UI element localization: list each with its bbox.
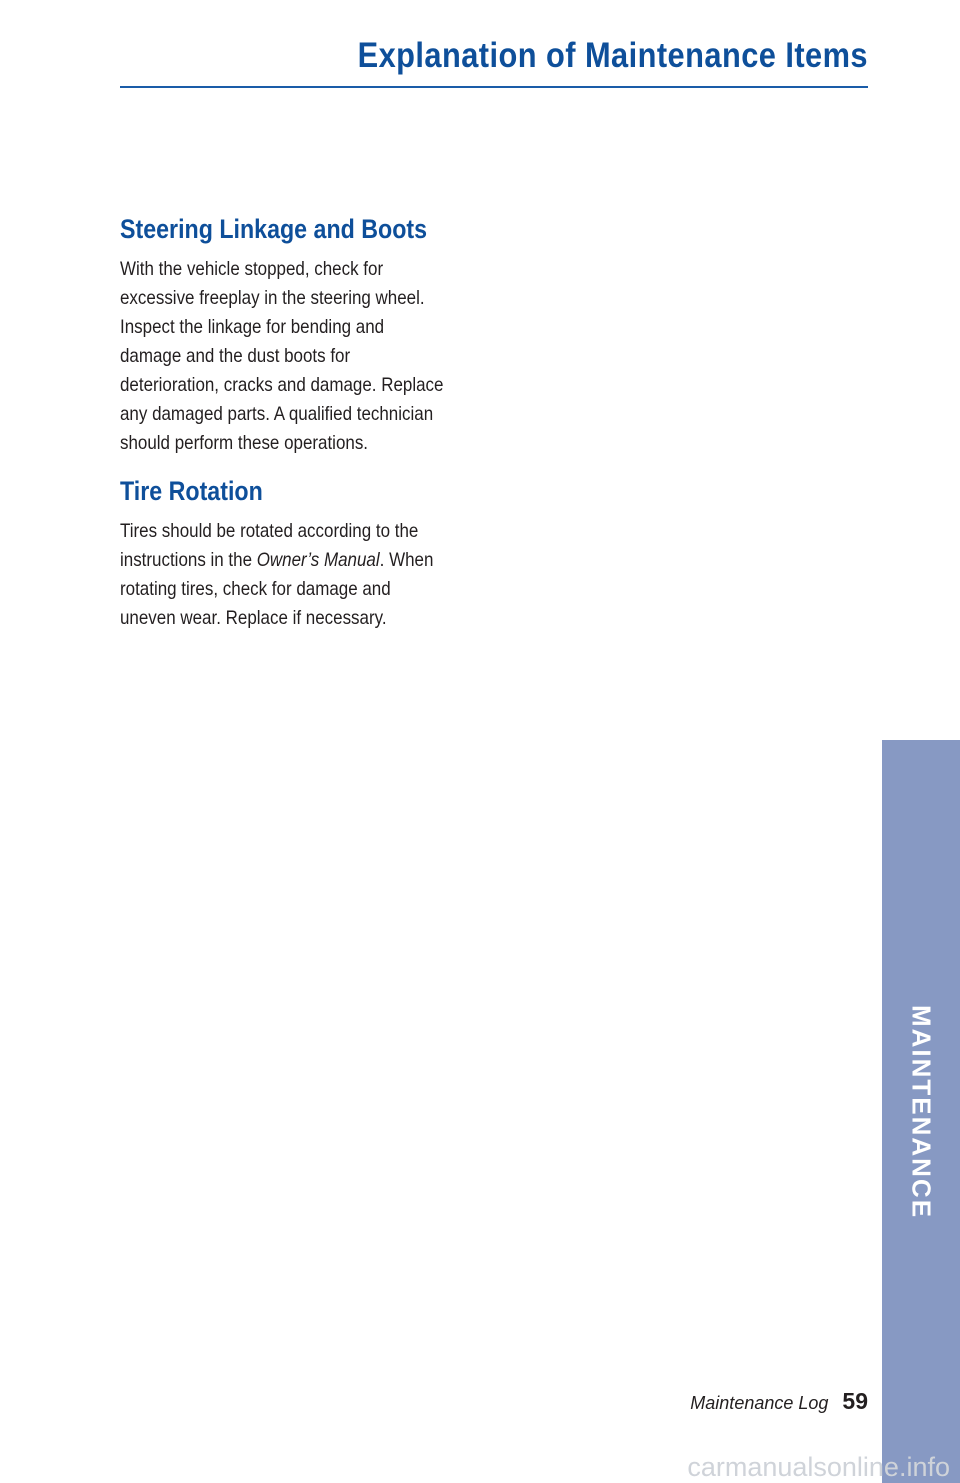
body-line: should perform these operations. bbox=[120, 432, 369, 454]
section-steering-linkage bbox=[120, 214, 520, 458]
body-line: deterioration, cracks and damage. Replace bbox=[120, 374, 444, 396]
body-line: Inspect the linkage for bending and bbox=[120, 316, 385, 338]
body-line: excessive freeplay in the steering wheel. bbox=[120, 287, 425, 309]
title-divider bbox=[120, 86, 868, 88]
page-title: Explanation of Maintenance Items bbox=[357, 36, 868, 75]
section-body bbox=[120, 255, 477, 458]
body-line: Tires should be rotated according to the bbox=[120, 520, 419, 542]
body-line: any damaged parts. A qualified technician bbox=[120, 403, 434, 425]
body-text: instructions in the bbox=[120, 549, 257, 571]
footer-label: Maintenance Log bbox=[690, 1393, 829, 1413]
section-side-tab bbox=[882, 740, 960, 1483]
body-line: damage and the dust boots for bbox=[120, 345, 351, 367]
body-line: uneven wear. Replace if necessary. bbox=[120, 607, 387, 629]
section-heading: Steering Linkage and Boots bbox=[120, 214, 428, 244]
page-number: 59 bbox=[842, 1388, 868, 1414]
body-line bbox=[120, 546, 477, 575]
section-heading: Tire Rotation bbox=[120, 476, 263, 506]
watermark: carmanualsonline.info bbox=[687, 1452, 950, 1482]
body-line: rotating tires, check for damage and bbox=[120, 578, 391, 600]
page-footer bbox=[690, 1388, 868, 1415]
section-body bbox=[120, 517, 477, 633]
body-line: With the vehicle stopped, check for bbox=[120, 258, 384, 280]
body-text: . When bbox=[379, 549, 434, 571]
section-tire-rotation bbox=[120, 476, 520, 633]
main-content bbox=[120, 214, 520, 633]
owners-manual-reference: Owner’s Manual bbox=[256, 549, 380, 571]
side-tab-label: MAINTENANCE bbox=[906, 1004, 937, 1220]
